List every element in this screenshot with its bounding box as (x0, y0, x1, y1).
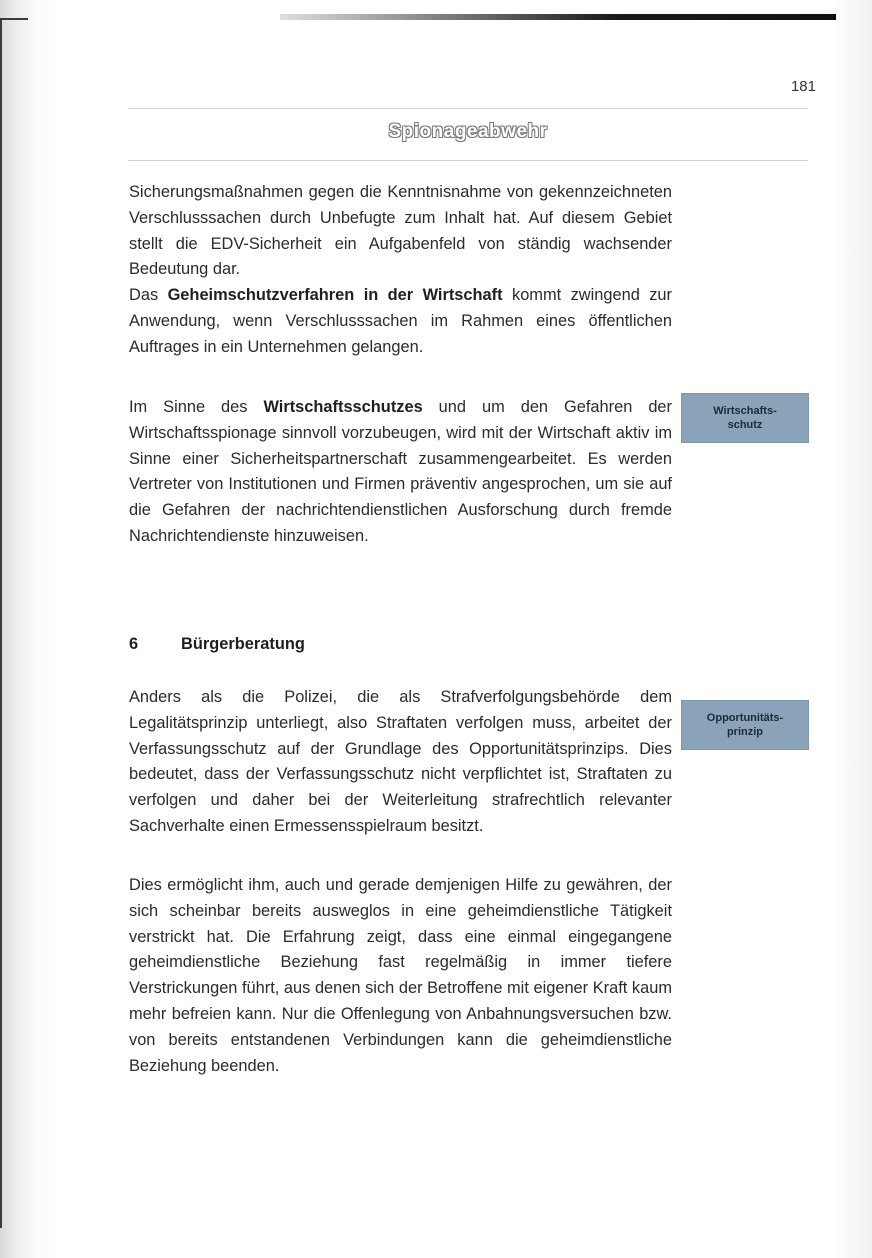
margin-note-wirtschaftsschutz-label: Wirtschafts- schutz (713, 405, 777, 431)
term-geheimschutzverfahren: Geheimschutzverfahren in der Wirtschaft (167, 286, 503, 304)
paragraph-3-start: Im Sinne des (129, 398, 264, 416)
paragraph-4: Anders als die Polizei, die als Strafverfolgungsbehörde dem Legalitätsprinzip unterliegt, also Straftaten verfolgen muss, arbeitet der Verfassungsschutz auf der Grundlage des Opportunitätsprinzips. Dies bedeutet, dass der Verfassungsschutz nicht verpflichtet ist, Straftaten zu verfolgen und daher bei der Weiterleitung strafrechtlich relevanter Sachverhalte einen Ermessensspielraum besitzt. (129, 688, 672, 835)
paragraph-3-end: und um den Gefahren der Wirtschaftsspionage sinnvoll vorzubeugen, wird mit der Wirtschaft aktiv im Sinne einer Sicherheitspartnerschaft zusammengearbeitet. Es werden Vertreter von Institutionen und Firmen präventiv angesprochen, um sie auf die Gefahren der nachrichtendienstlichen Ausforschung durch fremde Nachrichtendienste hinzuweisen. (129, 398, 673, 545)
paragraph-5: Dies ermöglicht ihm, auch und gerade demjenigen Hilfe zu gewähren, der sich scheinbar bereits ausweglos in eine geheimdienstliche Tätigkeit verstrickt hat. Die Erfahrung zeigt, dass eine einmal eingegangene geheimdienstliche Beziehung fast regelmäßig in immer tiefere Verstrickungen führt, aus denen sich der Betroffene mit eigener Kraft kaum mehr befreien kann. Nur die Offenlegung von Anbahnungsversuchen bzw. von bereits entstandenen Verbindungen kann die geheimdienstliche Beziehung beenden. (129, 876, 672, 1075)
margin-note-opportunitaetsprinzip-label: Opportunitäts- prinzip (706, 712, 784, 738)
margin-note-wirtschaftsschutz (681, 393, 809, 443)
section-title: Bürgerberatung (181, 635, 305, 653)
paragraph-2-end: kommt zwingend zur Anwendung, wenn Verschlusssachen im Rahmen eines öffentlichen Auftrages in ein Unternehmen gelangen. (129, 286, 673, 356)
paragraph-2 (129, 283, 672, 360)
page-number: 181 (790, 78, 816, 95)
paragraph-1: Sicherungsmaßnahmen gegen die Kenntnisnahme von gekennzeichneten Verschlusssachen durch Unbefugte zum Inhalt hat. Auf diesem Gebiet stellt die EDV-Sicherheit ein Aufgabenfeld von ständig wachsender Bedeutung dar. (129, 183, 672, 279)
top-scan-rule (280, 14, 836, 20)
margin-note-opportunitaetsprinzip (681, 700, 809, 750)
header-rule-top (128, 108, 808, 109)
term-wirtschaftsschutz: Wirtschaftsschutzes (263, 398, 423, 416)
paragraph-3 (129, 395, 672, 550)
header-rule-bottom (128, 160, 808, 161)
running-head: Spionageabwehr (388, 121, 548, 142)
section-heading (129, 635, 305, 654)
left-scan-edge (0, 18, 28, 1228)
paragraph-2-start: Das (129, 286, 168, 304)
section-number: 6 (129, 635, 139, 653)
